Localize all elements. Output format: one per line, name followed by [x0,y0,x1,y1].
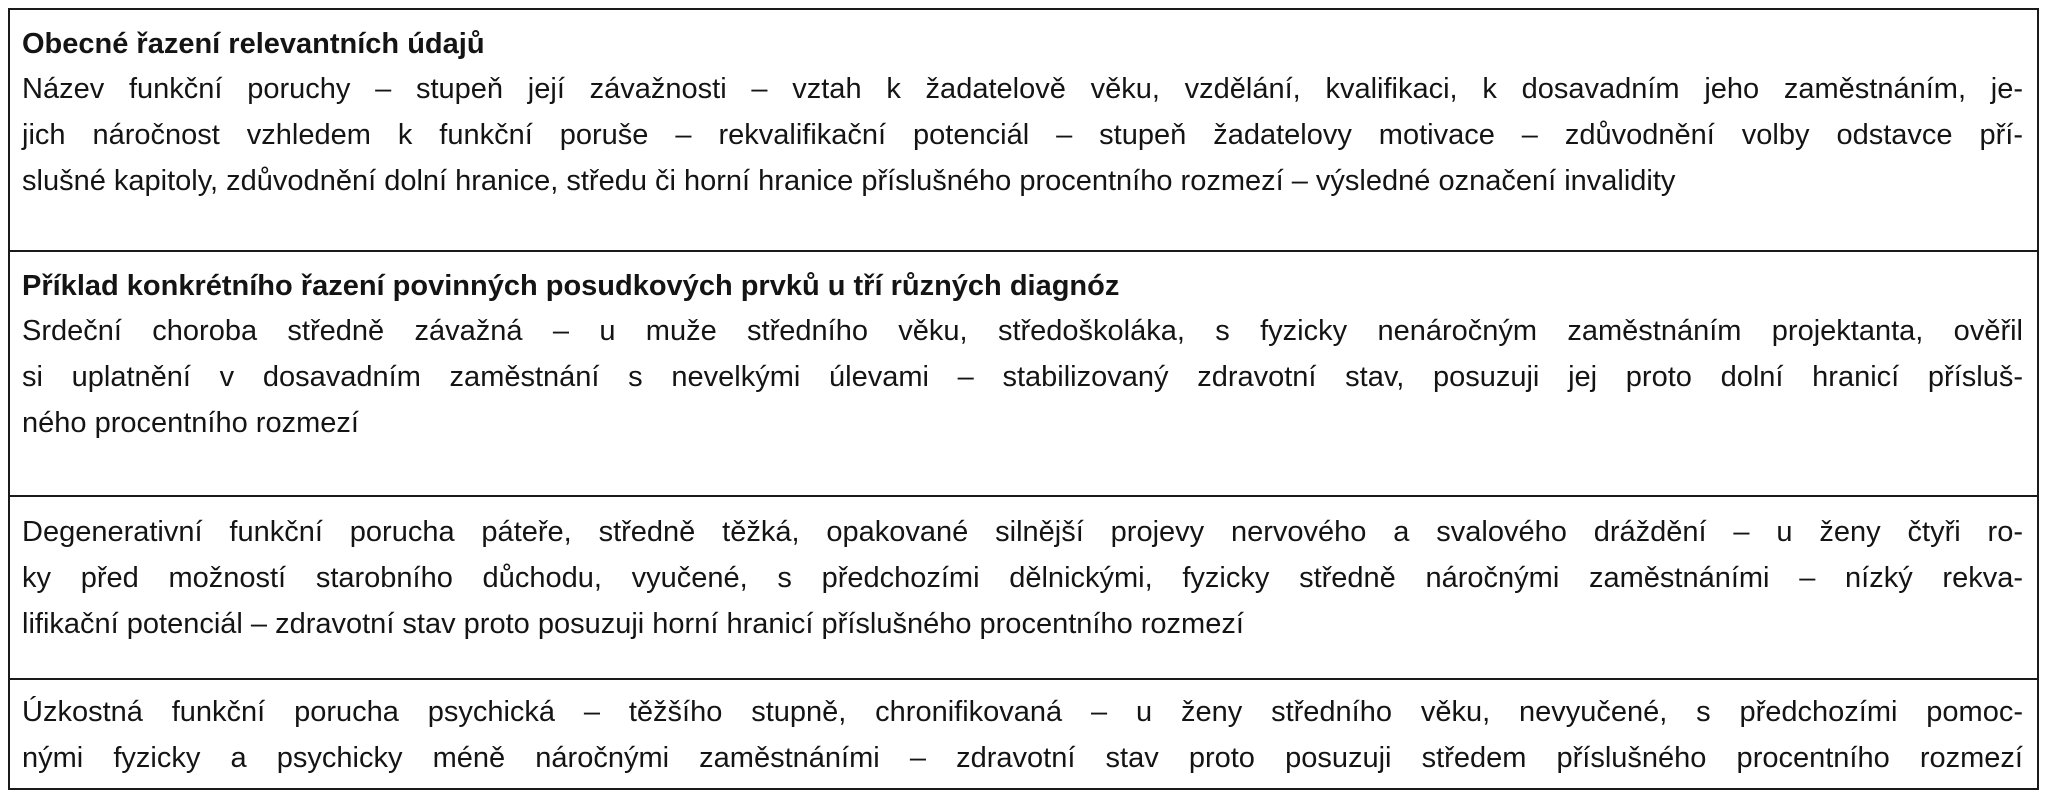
example-line: ného procentního rozmezí [22,407,359,439]
example-spine-disorder-cell [10,495,2037,678]
example-line: si uplatnění v dosavadním zaměstnání s nevelkými úlevami – stabilizovaný zdravotní stav, posuzuji jej proto dolní hranicí přísluš- [22,361,2023,393]
example-line: nými fyzicky a psychicky méně náročnými zaměstnáními – zdravotní stav proto posuzuji středem příslušného procentního rozmezí [22,742,2023,774]
example-line: lifikační potenciál – zdravotní stav proto posuzuji horní hranicí příslušného procentního rozmezí [22,608,1244,640]
example-line: Úzkostná funkční porucha psychická – těžšího stupně, chronifikovaná – u ženy středního věku, nevyučené, s předchozími pomoc- [22,696,2023,728]
example-anxiety-disorder-cell [10,678,2037,790]
example-line: ky před možností starobního důchodu, vyučené, s předchozími dělnickými, fyzicky středně náročnými zaměstnáními – nízký rekva- [22,562,2023,594]
general-ordering-cell [10,10,2037,250]
example-line: Degenerativní funkční porucha páteře, středně těžká, opakované silnější projevy nervového a svalového dráždění – u ženy čtyři ro- [22,516,2023,548]
example-line: Srdeční choroba středně závažná – u muže středního věku, středoškoláka, s fyzicky nenáročným zaměstnáním projektanta, ověřil [22,315,2023,347]
general-ordering-heading: Obecné řazení relevantních údajů [22,28,485,60]
example-heart-disease-cell [10,250,2037,495]
general-ordering-line: jich náročnost vzhledem k funkční poruše – rekvalifikační potenciál – stupeň žadatelovy motivace – zdůvodnění volby odstavce pří- [22,119,2023,151]
general-ordering-line: Název funkční poruchy – stupeň její závažnosti – vztah k žadatelově věku, vzdělání, kvalifikaci, k dosavadním jeho zaměstnáním, je- [22,73,2023,105]
examples-heading: Příklad konkrétního řazení povinných posudkových prvků u tří různých diagnóz [22,270,1120,302]
assessment-table [8,8,2039,790]
general-ordering-line: slušné kapitoly, zdůvodnění dolní hranice, středu či horní hranice příslušného procentního rozmezí – výsledné označení invalidity [22,165,1676,197]
